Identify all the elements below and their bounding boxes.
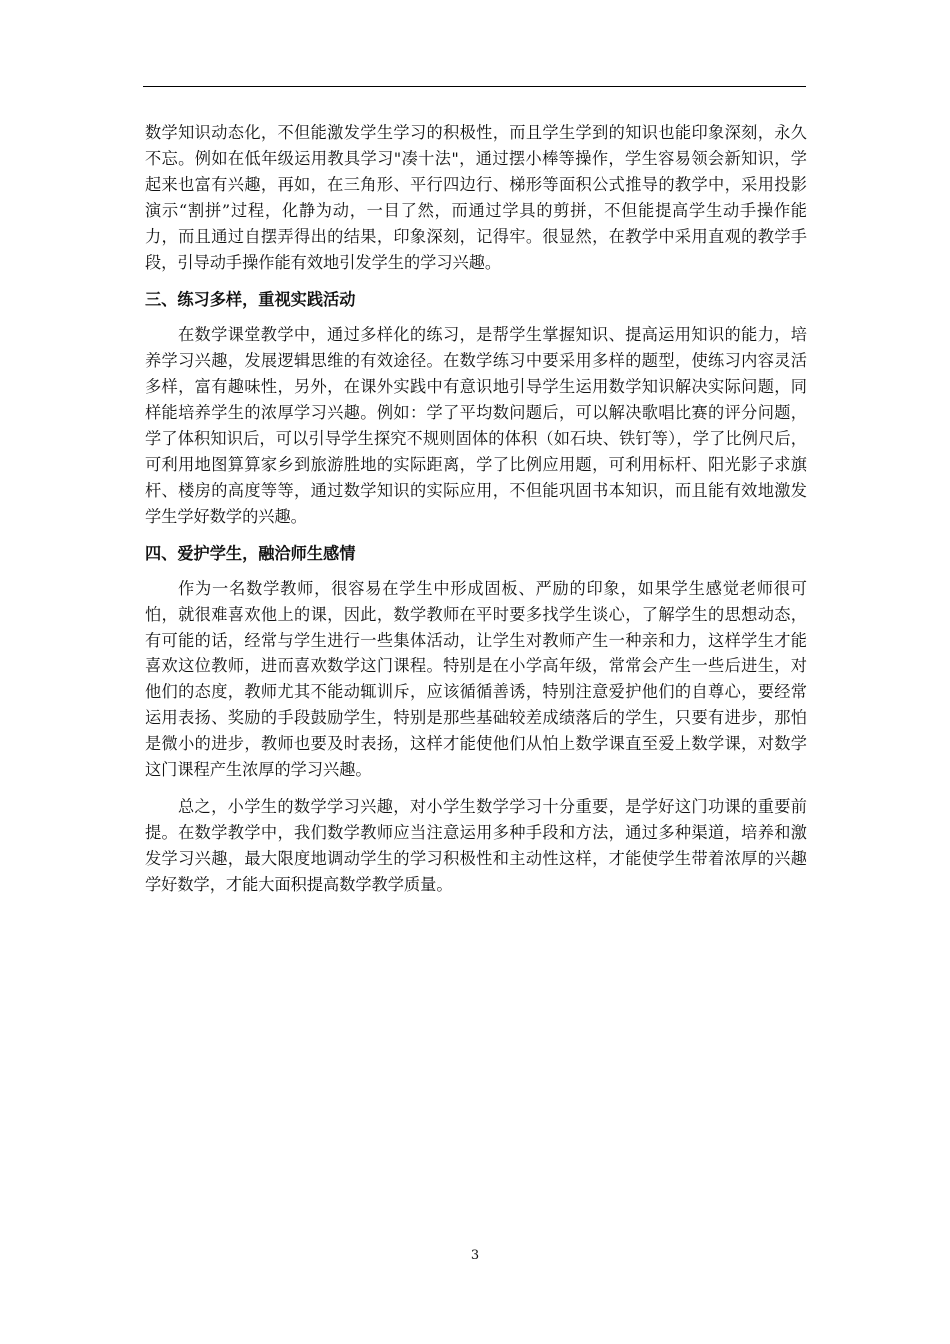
section-three-heading: 三、练习多样，重视实践活动 (145, 290, 356, 310)
paragraph-intro: 数学知识动态化，不但能激发学生学习的积极性，而且学生学到的知识也能印象深刻，永久不忘。例如在低年级运用教具学习"凑十法"，通过摆小棒等操作，学生容易领会新知识，学起来也富有兴趣，再如，在三角形、平行四边行、梯形等面积公式推导的教学中，采用投影演示“割拼”过程，化静为动，一目了然，而通过学具的剪拼，不但能提高学生动手操作能力，而且通过自摆弄得出的结果，印象深刻，记得牢。很显然，在教学中采用直观的教学手段，引导动手操作能有效地引发学生的学习兴趣。 (145, 123, 807, 272)
paragraph-conclusion: 总之，小学生的数学学习兴趣，对小学生数学学习十分重要，是学好这门功课的重要前提。在数学教学中，我们数学教师应当注意运用多种手段和方法，通过多种渠道，培养和激发学习兴趣，最大限度地调动学生的学习积极性和主动性这样，才能使学生带着浓厚的兴趣学好数学，才能大面积提高数学教学质量。 (145, 796, 807, 894)
section-three-body: 在数学课堂教学中，通过多样化的练习，是帮学生掌握知识、提高运用知识的能力，培养学习兴趣，发展逻辑思维的有效途径。在数学练习中要采用多样的题型，使练习内容灵活多样，富有趣味性，另外，在课外实践中有意识地引导学生运用数学知识解决实际问题，同样能培养学生的浓厚学习兴趣。例如：学了平均数问题后，可以解决歌唱比赛的评分问题，学了体积知识后，可以引导学生探究不规则固体的体积（如石块、铁钉等），学了比例尺后，可利用地图算算家乡到旅游胜地的实际距离，学了比例应用题，可利用标杆、阳光影子求旗杆、楼房的高度等等，通过数学知识的实际应用，不但能巩固书本知识，而且能有效地激发学生学好数学的兴趣。 (145, 325, 807, 526)
header-rule (143, 86, 806, 87)
section-four-heading: 四、爱护学生，融洽师生感情 (145, 543, 356, 563)
page-number: 3 (470, 1248, 480, 1263)
section-four-body: 作为一名数学教师，很容易在学生中形成固板、严励的印象，如果学生感觉老师很可怕，就很难喜欢他上的课，因此，数学教师在平时要多找学生谈心，了解学生的思想动态，有可能的话，经常与学生进行一些集体活动，让学生对教师产生一种亲和力，这样学生才能喜欢这位教师，进而喜欢数学这门课程。特别是在小学高年级，常常会产生一些后进生，对他们的态度，教师尤其不能动辄训斥，应该循循善诱，特别注意爱护他们的自尊心，要经常运用表扬、奖励的手段鼓励学生，特别是那些基础较差成绩落后的学生，只要有进步，那怕是微小的进步，教师也要及时表扬，这样才能使他们从怕上数学课直至爱上数学课，对数学这门课程产生浓厚的学习兴趣。 (145, 578, 807, 780)
document-body (145, 120, 807, 898)
